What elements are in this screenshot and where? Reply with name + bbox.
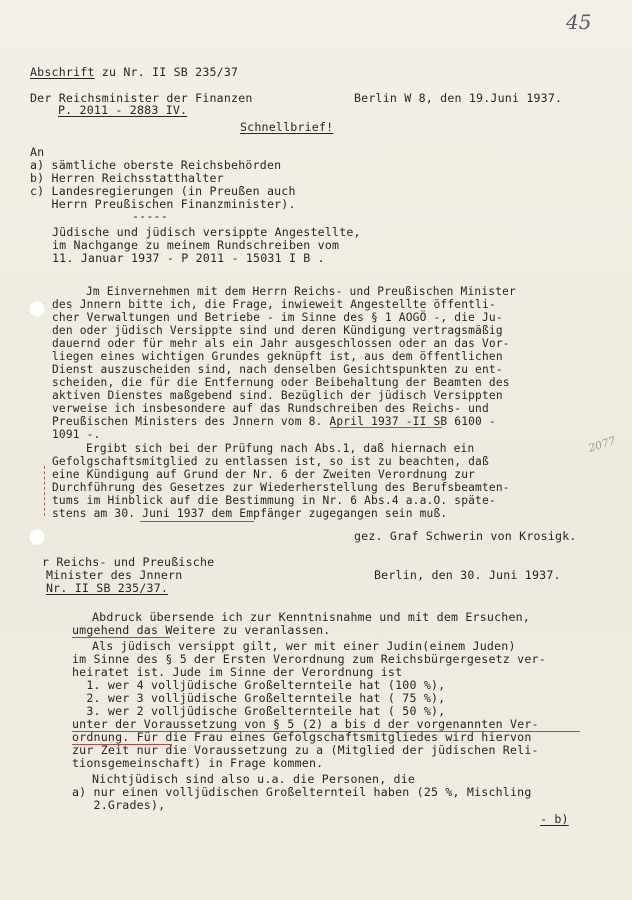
punch-hole (28, 300, 46, 318)
copy-line (30, 66, 238, 79)
body-line: den oder jüdisch Versippte sind und deren Kündigung vertragsmäßig (52, 324, 503, 337)
list-item: 2. wer 3 volljüdische Großelternteile hat ( 75 %), (72, 691, 446, 705)
second-place-date: Berlin, den 30. Juni 1937. (374, 568, 561, 582)
body-line: liegen eines wichtigen Grundes geknüpft ist, aus dem öffentlichen (52, 350, 503, 363)
punch-hole (28, 528, 46, 546)
subject-line: im Nachgange zu meinem Rundschreiben vom (52, 238, 340, 252)
body-line: zur Zeit nur die Voraussetzung zu a (Mitglied der jüdischen Reli- (72, 743, 539, 757)
margin-mark (44, 466, 45, 516)
body-line: Preußischen Ministers des Jnnern vom 8. April 1937 -II SB 6100 - (52, 415, 496, 428)
body-line: Jm Einvernehmen mit dem Herrn Reichs- und Preußischen Minister (86, 285, 516, 298)
express-label: Schnellbrief! (240, 120, 334, 134)
body-line: Gefolgschaftsmitglied zu entlassen ist, so ist zu beachten, daß (52, 455, 489, 468)
list-item: 1. wer 4 volljüdische Großelternteile hat (100 %), (72, 678, 446, 692)
margin-note: 2077 (586, 433, 618, 456)
red-underline (140, 521, 254, 522)
body-line: umgehend das Weitere zu veranlassen. (72, 623, 331, 637)
red-underline (72, 731, 580, 732)
subject-line: 11. Januar 1937 - P 2011 - 15031 I B . (52, 251, 325, 265)
signature: gez. Graf Schwerin von Krosigk. (354, 529, 577, 543)
body-line: Dienst auszuscheiden sind, nach denselben Gesichtspunkten zu ent- (52, 363, 503, 376)
subject-line: Jüdische und jüdisch versippte Angestellte, (52, 225, 361, 239)
second-sender: Minister des Jnnern (46, 568, 183, 582)
red-underline (72, 637, 170, 638)
body-line: Abdruck übersende ich zur Kenntnisnahme und mit dem Ersuchen, (92, 610, 530, 624)
copy-ref: zu Nr. II SB 235/37 (94, 65, 239, 79)
body-line: dauernd oder für mehr als ein Jahr ausgeschlossen oder an das Vor- (52, 337, 510, 350)
body-line: unter der Voraussetzung von § 5 (2) a bis d der vorgenannten Ver- (72, 717, 539, 731)
recipient-line: a) sämtliche oberste Reichsbehörden (30, 158, 282, 172)
body-line: des Jnnern bitte ich, die Frage, inwieweit Angestellte öffentli- (52, 298, 496, 311)
body-line: cher Verwaltungen und Betriebe - im Sinne des § 1 AOGÖ -, die Ju- (52, 311, 503, 324)
sender-ref: P. 2011 - 2883 IV. (58, 103, 188, 117)
body-line: stens am 30. Juni 1937 dem Empfänger zugegangen sein muß. (52, 507, 448, 520)
copy-label: Abschrift (30, 65, 95, 79)
list-item: 3. wer 2 volljüdische Großelternteile hat ( 50 %), (72, 704, 446, 718)
body-line: a) nur einen volljüdischen Großelternteil haben (25 %, Mischling (72, 785, 532, 799)
recipient-line: Herrn Preußischen Finanzminister). (30, 197, 296, 211)
recipient-line: c) Landesregierungen (in Preußen auch (30, 184, 296, 198)
body-line: Als jüdisch versippt gilt, wer mit einer Judin(einem Juden) (92, 639, 516, 653)
page-number: 45 (566, 10, 592, 34)
body-line: scheiden, die für die Entfernung oder Beibehaltung der Beamten des (52, 376, 510, 389)
place-date: Berlin W 8, den 19.Juni 1937. (354, 91, 563, 105)
second-sender: r Reichs- und Preußische (42, 555, 215, 569)
body-line: Ergibt sich bei der Prüfung nach Abs.1, daß hiernach ein (86, 442, 475, 455)
body-line: tums im Hinblick auf die Bestimmung in Nr. 6 Abs.4 a.a.O. späte- (52, 494, 496, 507)
body-line: heiratet ist. Jude im Sinne der Verordnung ist (72, 665, 403, 679)
recipients-to: An (30, 145, 45, 159)
red-underline (330, 427, 442, 428)
separator: ----- (132, 209, 168, 223)
body-line: ordnung. Für die Frau eines Gefolgschaftsmitgliedes wird hiervon (72, 730, 532, 744)
body-line: 2.Grades), (72, 798, 166, 812)
body-line: Durchführung des Gesetzes zur Wiederherstellung des Berufsbeamten- (52, 481, 510, 494)
recipient-line: b) Herren Reichsstatthalter (30, 171, 224, 185)
body-line: tionsgemeinschaft) in Frage kommen. (72, 756, 324, 770)
sender: Der Reichsminister der Finanzen (30, 91, 253, 105)
body-line: im Sinne des § 5 der Ersten Verordnung zum Reichsbürgergesetz ver- (72, 652, 546, 666)
body-line: Nichtjüdisch sind also u.a. die Personen, die (92, 772, 416, 786)
body-line: 1091 -. (52, 428, 101, 441)
body-line: eine Kündigung auf Grund der Nr. 6 der Zweiten Verordnung zur (52, 468, 476, 481)
continuation: - b) (540, 812, 569, 826)
body-line: verweise ich insbesondere auf das Rundschreiben des Reichs- und (52, 402, 489, 415)
second-ref: Nr. II SB 235/37. (46, 581, 169, 595)
body-line: aktiven Dienstes maßgebend sind. Bezüglich der jüdisch Versippten (52, 389, 503, 402)
red-underline (72, 744, 172, 745)
